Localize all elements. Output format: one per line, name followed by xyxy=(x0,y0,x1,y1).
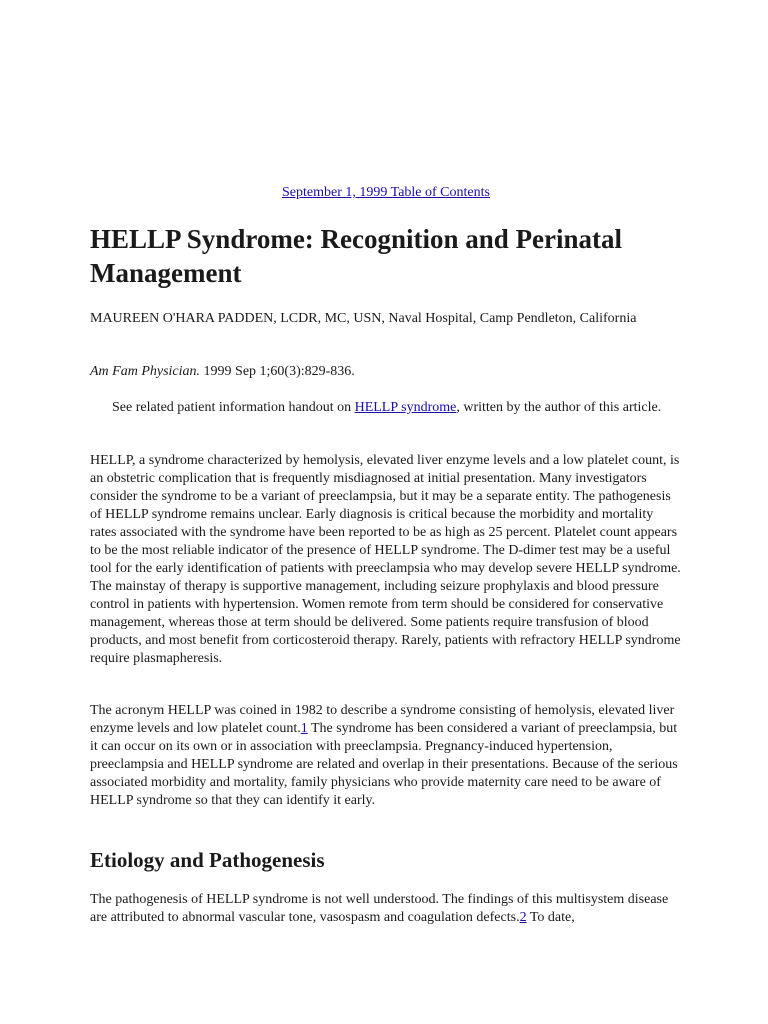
reference-link-1[interactable]: 1 xyxy=(300,721,308,736)
section-heading: Etiology and Pathogenesis xyxy=(90,848,325,872)
reference-link-2[interactable]: 2 xyxy=(519,910,527,925)
article-title: HELLP Syndrome: Recognition and Perinatal Management xyxy=(90,224,623,288)
citation-line xyxy=(90,363,682,381)
related-handout-note xyxy=(90,399,682,417)
intro-text-1: The acronym HELLP was coined in 1982 to describe a syndrome consisting of hemolysis, elevated liver enzyme levels and low platelet count. xyxy=(90,703,675,736)
toc-link[interactable]: September 1, 1999 Table of Contents xyxy=(282,185,490,200)
toc-line xyxy=(90,184,682,202)
etiology-paragraph xyxy=(90,891,682,927)
hellp-syndrome-link[interactable]: HELLP syndrome xyxy=(354,400,457,415)
abstract-paragraph: HELLP, a syndrome characterized by hemolysis, elevated liver enzyme levels and a low platelet count, is an obstetric complication that is frequently misdiagnosed at initial presentation. Many investigators consider the syndrome to be a variant of preeclampsia, but it may be a separate entity. The pathogenesis of HELLP syndrome remains unclear. Early diagnosis is critical because the morbidity and mortality rates associated with the syndrome have been reported to be as high as 25 percent. Platelet count appears to be the most reliable indicator of the presence of HELLP syndrome. The D-dimer test may be a useful tool for the early identification of patients with preeclampsia who may develop severe HELLP syndrome. The mainstay of therapy is supportive management, including seizure prophylaxis and blood pressure control in patients with hypertension. Women remote from term should be considered for conservative management, whereas those at term should be delivered. Some patients require transfusion of blood products, and most benefit from corticosteroid therapy. Rarely, patients with refractory HELLP syndrome require plasmapheresis. xyxy=(90,453,681,666)
related-suffix: , written by the author of this article. xyxy=(456,400,662,415)
journal-name: Am Fam Physician. xyxy=(90,364,201,379)
citation-details: 1999 Sep 1;60(3):829-836. xyxy=(200,364,355,379)
intro-text-2: The syndrome has been considered a variant of preeclampsia, but it can occur on its own or in association with preeclampsia. Pregnancy-induced hypertension, preeclampsia and HELLP syndrome are related and overlap in their presentations. Because of the serious associated morbidity and mortality, family physicians who provide maternity care need to be aware of HELLP syndrome so that they can identify it early. xyxy=(90,721,678,808)
intro-paragraph xyxy=(90,702,682,810)
etiology-text-1: The pathogenesis of HELLP syndrome is not well understood. The findings of this multisystem disease are attributed to abnormal vascular tone, vasospasm and coagulation defects. xyxy=(90,892,669,925)
related-prefix: See related patient information handout on xyxy=(112,400,355,415)
author-line: MAUREEN O'HARA PADDEN, LCDR, MC, USN, Naval Hospital, Camp Pendleton, California xyxy=(90,311,637,326)
etiology-text-2: To date, xyxy=(526,910,575,925)
